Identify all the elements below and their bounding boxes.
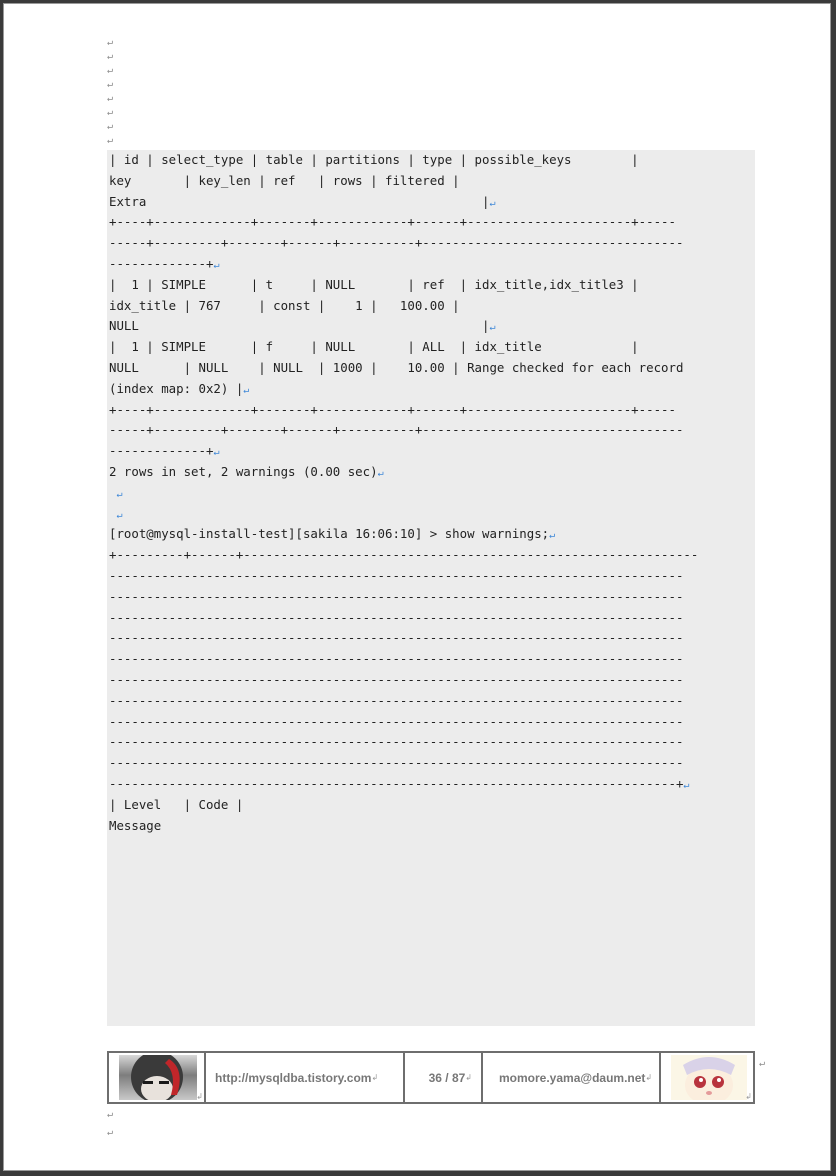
code-line (107, 608, 755, 629)
code-line (107, 670, 755, 691)
cell-mark: ↲ (745, 1092, 752, 1101)
footer-page-cell (405, 1053, 483, 1102)
footer-email-cell (483, 1053, 661, 1102)
code-line (107, 316, 755, 337)
code-line (107, 337, 755, 358)
paragraph-mark: ↵ (377, 467, 384, 479)
code-line-text: ----------------------------------------------------------------------------- (109, 630, 684, 646)
footer-url-cell (206, 1053, 405, 1102)
paragraph-mark: ↵ (107, 37, 114, 48)
code-line-text: ----------------------------------------------------------------------------- (109, 609, 684, 625)
code-line-text: idx_title | 767 | const | 1 | 100.00 | (109, 297, 460, 313)
code-line-text: NULL | NULL | NULL | 1000 | 10.00 | Range checked for each record (109, 359, 684, 375)
code-line-text: ----------------------------------------------------------------------------- (109, 755, 684, 771)
code-line (107, 400, 755, 421)
footer-left-avatar-cell (109, 1053, 206, 1102)
code-line (107, 296, 755, 317)
code-block (107, 150, 755, 1026)
paragraph-mark: ↵ (116, 509, 123, 521)
paragraph-mark: ↵ (549, 530, 556, 542)
paragraph-mark: ↵ (213, 259, 220, 271)
code-line-text: key | key_len | ref | rows | filtered | (109, 172, 460, 188)
code-line-text: ----------------------------------------------------------------------------- (109, 671, 684, 687)
code-line-text: ----------------------------------------------------------------------------+ (109, 775, 684, 791)
code-line-text: -----+---------+-------+------+----------+----------------------------------- (109, 422, 684, 438)
code-line (107, 420, 755, 441)
paragraph-mark: ↵ (107, 93, 114, 104)
code-line (107, 171, 755, 192)
paragraph-mark: ↵ (683, 779, 690, 791)
cell-mark: ↲ (465, 1073, 472, 1082)
code-line (107, 816, 755, 837)
code-line (107, 795, 755, 816)
document-page (3, 3, 831, 1171)
code-line (107, 587, 755, 608)
paragraph-mark: ↵ (107, 51, 114, 62)
code-line-text: ----------------------------------------------------------------------------- (109, 651, 684, 667)
code-line-text: Extra | (109, 193, 490, 209)
paragraph-mark: ↵ (489, 197, 496, 209)
code-line (107, 691, 755, 712)
code-line-text: | id | select_type | table | partitions | type | possible_keys | (109, 152, 639, 167)
cell-mark: ↲ (371, 1073, 379, 1082)
avatar-left (119, 1055, 197, 1100)
empty-paragraphs (107, 36, 113, 148)
paragraph-mark: ↵ (107, 65, 114, 76)
code-line-text: -------------+ (109, 255, 214, 271)
code-line-text: -----+---------+-------+------+----------+----------------------------------- (109, 235, 684, 251)
code-line-text: | 1 | SIMPLE | t | NULL | ref | idx_title,idx_title3 | (109, 276, 639, 292)
paragraph-mark: ↵ (107, 1109, 114, 1120)
code-line (107, 774, 755, 795)
code-line-text: ----------------------------------------------------------------------------- (109, 734, 684, 750)
cell-mark: ↲ (196, 1092, 203, 1101)
page-number: 36 / 87 (428, 1070, 466, 1085)
code-line (107, 233, 755, 254)
paragraph-mark: ↵ (107, 107, 114, 118)
code-line (107, 483, 755, 504)
paragraph-mark: ↵ (107, 135, 114, 146)
page-footer (107, 1051, 755, 1104)
code-line (107, 628, 755, 649)
code-line-text: +----+-------------+-------+------------+------+----------------------+----- (109, 214, 676, 230)
footer-url[interactable]: http://mysqldba.tistory.com (215, 1070, 372, 1085)
code-line-text: NULL | (109, 318, 490, 334)
code-line-text: -------------+ (109, 443, 214, 459)
code-line (107, 379, 755, 400)
code-line-text: ----------------------------------------------------------------------------- (109, 713, 684, 729)
paragraph-mark: ↵ (243, 384, 250, 396)
code-line (107, 462, 755, 483)
paragraph-mark: ↵ (107, 121, 114, 132)
code-line-text: 2 rows in set, 2 warnings (0.00 sec) (109, 463, 378, 479)
code-line (107, 712, 755, 733)
cell-mark: ↲ (645, 1073, 653, 1082)
code-line-text: ----------------------------------------------------------------------------- (109, 588, 684, 604)
code-line (107, 254, 755, 275)
code-line (107, 566, 755, 587)
trailing-paragraphs (107, 1108, 113, 1144)
code-line (107, 212, 755, 233)
paragraph-mark: ↵ (107, 79, 114, 90)
paragraph-mark: ↵ (116, 488, 123, 500)
code-line (107, 524, 755, 545)
footer-email[interactable]: momore.yama@daum.net (499, 1070, 646, 1085)
code-line (107, 192, 755, 213)
code-line-text: +----+-------------+-------+------------+------+----------------------+----- (109, 401, 676, 417)
paragraph-mark: ↵ (213, 447, 220, 459)
code-line (107, 441, 755, 462)
code-line (107, 649, 755, 670)
code-line (107, 358, 755, 379)
code-line (107, 753, 755, 774)
paragraph-mark: ↵ (489, 322, 496, 334)
code-line-text: | 1 | SIMPLE | f | NULL | ALL | idx_title | (109, 339, 639, 355)
paragraph-mark: ↵ (107, 1127, 114, 1138)
code-line-text: +---------+------+------------------------------------------------------------- (109, 547, 699, 563)
code-line (107, 275, 755, 296)
code-line (107, 150, 755, 171)
code-line (107, 545, 755, 566)
code-line-text: Message (109, 817, 162, 833)
code-line-text: | Level | Code | (109, 796, 244, 812)
paragraph-mark: ↵ (759, 1058, 766, 1069)
footer-right-avatar-cell (661, 1053, 753, 1102)
code-line (107, 504, 755, 525)
code-line-text: (index map: 0x2) | (109, 380, 244, 396)
code-line-text: [root@mysql-install-test][sakila 16:06:10] > show warnings; (109, 526, 550, 542)
code-line-text: ----------------------------------------------------------------------------- (109, 692, 684, 708)
code-line-text: ----------------------------------------------------------------------------- (109, 567, 684, 583)
avatar-right (671, 1055, 747, 1100)
code-line (107, 732, 755, 753)
